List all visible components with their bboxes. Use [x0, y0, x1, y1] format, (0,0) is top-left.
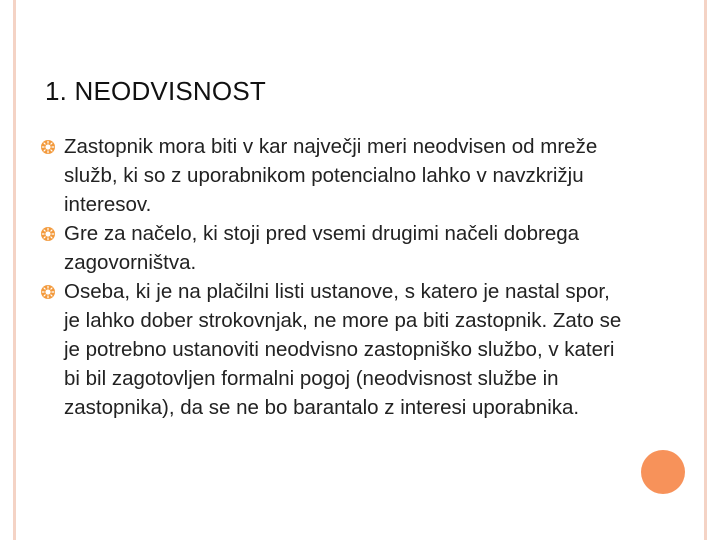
bullet-text: Gre za načelo, ki stoji pred vsemi drugimi načeli dobrega zagovorništva. — [64, 222, 580, 274]
slide-title: 1. NEODVISNOST — [45, 76, 266, 106]
bullet-item — [40, 219, 630, 277]
sun-bullet-icon — [40, 132, 64, 161]
bullet-text: Oseba, ki je na plačilni listi ustanove, s katero je nastal spor, je lahko dober strokovnjak, ne more pa biti zastopnik. Zato se je potrebno ustanoviti neodvisno zastopniško službo, v kateri bi bil zagotovljen formalni pogoj (neodvisnost službe in zastopnika), da se ne bo barantalo z interesi uporabnika. — [64, 280, 622, 419]
bullet-text: Zastopnik mora biti v kar največji meri neodvisen od mreže služb, ki so z uporabnikom potencialno lahko v navzkrižju interesov. — [64, 135, 598, 216]
decorative-circle — [641, 450, 685, 494]
sun-bullet-icon — [40, 277, 64, 306]
bullet-item — [40, 277, 630, 422]
bullet-list — [40, 132, 630, 422]
sun-bullet-icon — [40, 219, 64, 248]
bullet-item — [40, 132, 630, 219]
